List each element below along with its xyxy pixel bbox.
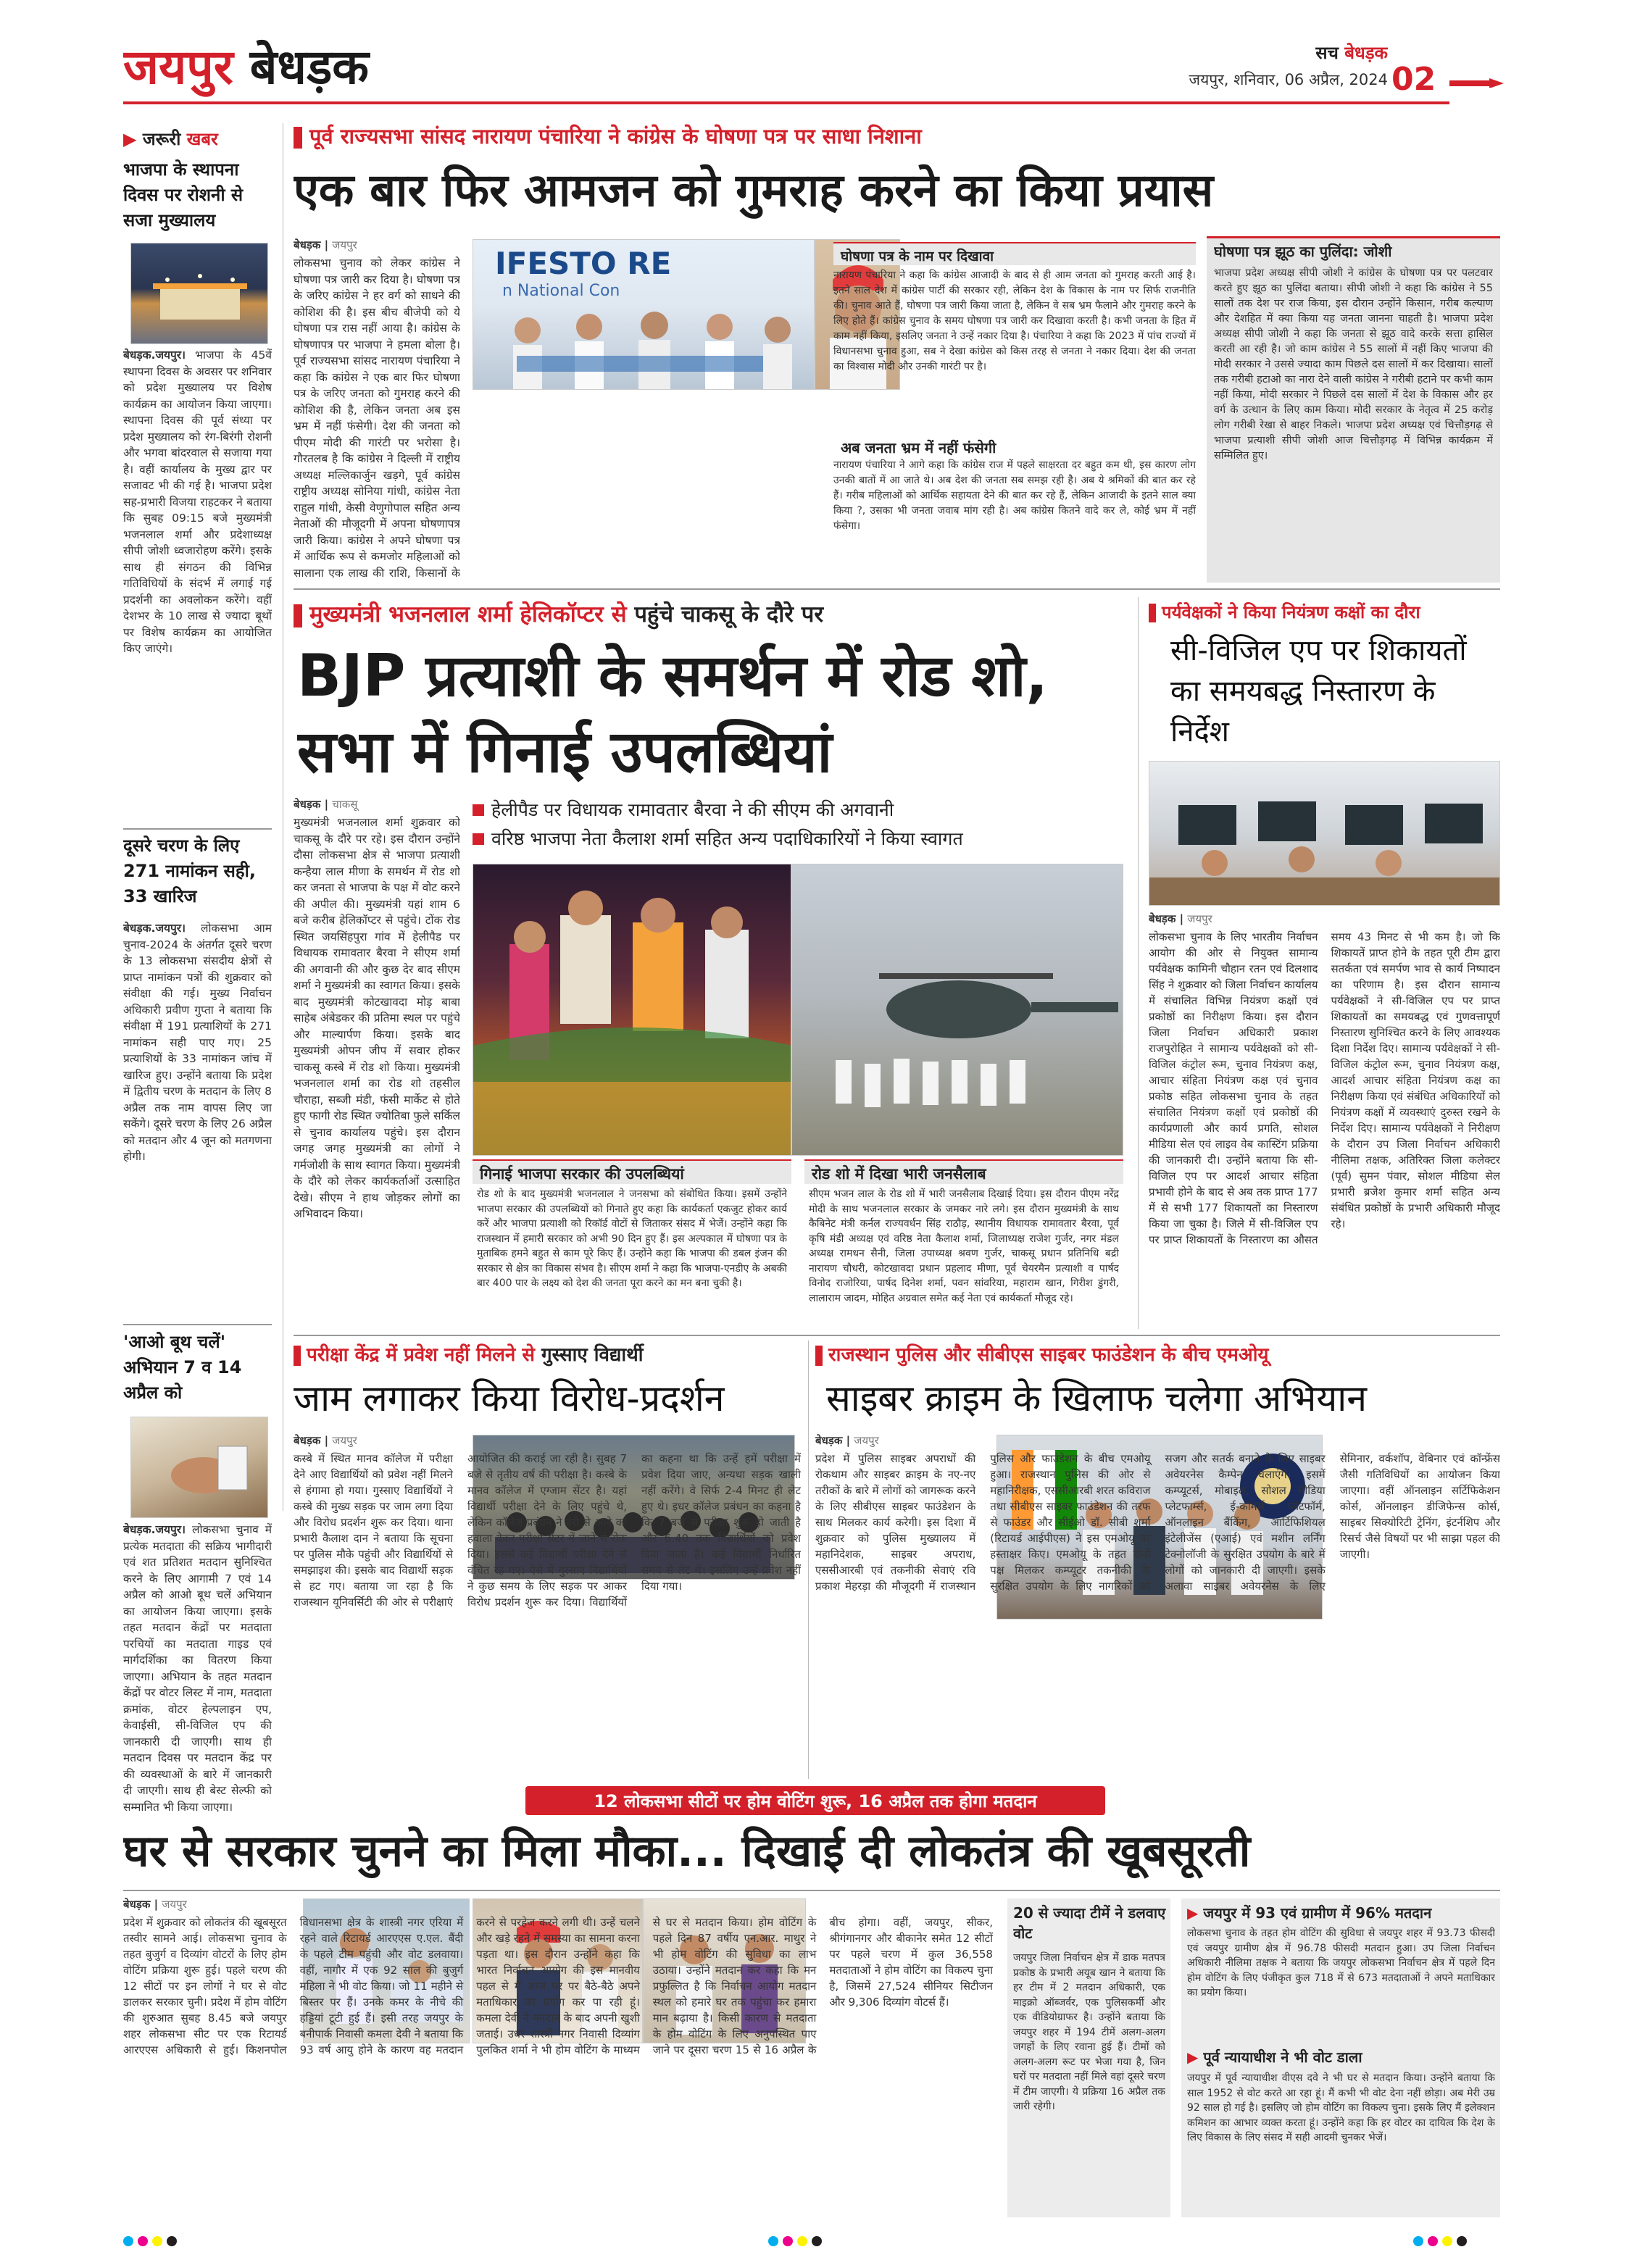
cm-kicker-black: पहुंचे चाकसू के दौरे पर <box>634 601 823 628</box>
sidebar-divider-2 <box>123 1324 272 1325</box>
manifesto-release-photo <box>473 239 815 390</box>
cm-box2-head: रोड शो में दिखा भारी जनसैलाब <box>804 1159 1123 1184</box>
cm-kicker <box>294 599 1127 632</box>
helicopter-photo <box>791 864 1123 1156</box>
cm-tag: बेधड़क | चाकसू <box>294 798 358 811</box>
sidebar-story2-body <box>123 920 272 1333</box>
reg-dot-cyan <box>768 2236 778 2246</box>
homevote-tag-brand: बेधड़क <box>123 1898 151 1911</box>
cvigil-tag-brand: बेधड़क <box>1149 912 1176 925</box>
control-room-photo <box>1149 761 1500 906</box>
cyber-tag-brand: बेधड़क <box>815 1434 843 1447</box>
reg-dot-magenta <box>783 2236 793 2246</box>
cm-bullet-1-text: हेलीपैड पर विधायक रामावतार बैरवा ने की सीएम की अगवानी <box>491 799 894 820</box>
registration-marks-center <box>768 2235 855 2250</box>
hq-lights-photo <box>130 243 268 344</box>
cm-box2-body: सीएम भजन लाल के रोड शो में भारी जनसैलाब दिखाई दिया। इस दौरान पीएम नरेंद्र मोदी के साथ भजनलाल सरकार के जमकर नारे लगे। इस दौरान मुख्यमंत्री के साथ कैबिनेट मंत्री कर्नल राज्यवर्धन सिंह राठौड़, स्थानीय विधायक रामावतार बैरवा, पूर्व कृषि मंडी अध्यक्ष एवं वरिष्ठ नेता कैलाश शर्मा, जिलाध्यक्ष राजेश गुर्जर, नगर मंडल अध्यक्ष रामधन सैनी, जिला उपाध्यक्ष श्रवण गुर्जर, चाकसू प्रधान प्रतिनिधि बद्री नारायण चौधरी, कोटखावदा प्रधान प्रहलाद मीणा, पूर्व चेयरमैन प्रत्याशी व पार्षद विनोद राजोरिया, पार्षद दिनेश शर्मा, पवन सांवरिया, महाराम खान, गिरीश डुंगरी, लालाराम जादम, मोहित अग्रवाल समेत कई नेता एवं कार्यकर्ता मौजूद रहे। <box>809 1188 1119 1304</box>
exam-kicker-red: परीक्षा केंद्र में प्रवेश नहीं मिलने से <box>307 1344 535 1366</box>
exam-kicker-black: गुस्साए विद्यार्थी <box>541 1344 644 1366</box>
lead-tag: बेधड़क | जयपुर <box>294 238 357 251</box>
homevote-box2-body2: जयपुर में पूर्व न्यायाधीश वीएस दवे ने भी घर से मतदान किया। उन्होंने बताया कि साल 1952 से वोट करते आ रहा हूं। मैं कभी भी वोट देना नहीं छोड़ा। अब मेरी उम्र 92 साल हो गई है। इसलिए जो होम वोटिंग का विकल्प चुना। इसके लिए मैं इलेक्शन कमिशन का आभार व्यक्त करता हूं। उन्होंने कहा कि हर वोटर का दायित्व कि देश के लिए विकास के लिए संसद में सही आदमी चुनकर भेजें। <box>1187 2072 1495 2143</box>
sidebar-label <box>123 127 272 153</box>
exam-tag-brand: बेधड़क <box>294 1434 321 1447</box>
section-rule-3 <box>123 1890 1500 1891</box>
cyber-kicker-arrow-icon <box>815 1346 823 1366</box>
reg-dot-magenta <box>138 2236 148 2246</box>
masthead-logo <box>123 35 442 100</box>
lead-box2-body: भाजपा प्रदेश अध्यक्ष सीपी जोशी ने कांग्रेस के घोषणा पत्र पर पलटवार करते हुए झूठ का पुलिंदा बताया। सीपी जोशी ने कहा कि कांग्रेस ने 55 सालों तक देश पर राज किया, इस दौरान उन्होंने किसान, गरीब कल्याण और देशहित में क्या किया यह जनता जानना चाहती है। भाजपा प्रदेश अध्यक्ष सीपी जोशी ने कहा कि जनता से झूठ वादे करके सत्ता हासिल करती आ रही है। जो काम कांग्रेस ने 55 सालों में नहीं किए भाजपा की मोदी सरकार ने उससे ज्यादा काम पिछले दस सालों में कर दिखाया। सालों तक गरीबी हटाओ का नारा देने वाली कांग्रेस ने गरीबी हटाने पर कभी काम नहीं किया, मोदी सरकार ने पिछले दस सालों में देश के विकास और हर वर्ग के उत्थान के लिए काम किया। मोदी सरकार के नेतृत्व में 25 करोड़ लोग गरीबी रेखा से बाहर निकले। भाजपा प्रदेश अध्यक्ष एवं चित्तौड़गढ़ से भाजपा प्रत्याशी सीपी जोशी आज चित्तौड़गढ़ में विभिन्न कार्यक्रम में सम्मिलित हुए। <box>1214 267 1493 462</box>
logo-part-jaipur: जयपुर <box>123 39 233 95</box>
homevote-box2 <box>1181 1898 1500 2217</box>
registration-marks-left <box>123 2235 210 2250</box>
reg-dot-black <box>812 2236 822 2246</box>
lead-box1-head: घोषणा पत्र के नाम पर दिखावा <box>833 242 1196 265</box>
sidebar-story2-text: लोकसभा आम चुनाव-2024 के अंतर्गत दूसरे चरण के 13 लोकसभा संसदीय क्षेत्रों से प्राप्त नामांकन पत्रों की शुक्रवार को संवीक्षा की गई। मुख्य निर्वाचन अधिकारी प्रवीण गुप्ता ने बताया कि संवीक्षा में 191 प्रत्याशियों के 271 नामांकन सही पाए गए। 25 प्रत्याशियों के 33 नामांकन जांच में खारिज हुए। उन्होंने बताया कि प्रदेश में द्वितीय चरण के मतदान के लिए 8 अप्रैल तक नाम वापस लिए जा सकेंगे। दूसरे चरण के लिए 26 अप्रैल को मतदान और 4 जून को मतगणना होगी। <box>123 922 272 1163</box>
page-number: 02 <box>1391 61 1436 98</box>
homevote-kicker-band <box>525 1786 1105 1815</box>
cm-kicker-arrow-icon <box>294 604 302 628</box>
reg-dot-cyan <box>1413 2236 1423 2246</box>
section-rule-2 <box>294 1335 1500 1336</box>
sidebar-story2-tag: बेधड़क.जयपुर। <box>123 922 186 935</box>
cvigil-body: लोकसभा चुनाव के लिए भारतीय निर्वाचन आयोग की ओर से नियुक्त सामान्य पर्यवेक्षक कामिनी चौहान रतन एवं दिलशाद सिंह ने शुक्रवार को जिला निर्वाचन कार्यालय में संचालित विभिन्न नियंत्रण कक्षों एवं प्रकोष्ठों का निरीक्षण किया। इस दौरान जिला निर्वाचन अधिकारी प्रकाश राजपुरोहित ने सामान्य पर्यवेक्षकों को सी-विजिल कंट्रोल रूम, चुनाव नियंत्रण कक्ष, आचार संहिता नियंत्रण कक्ष एवं चुनाव प्रकोष्ठ सहित लोकसभा चुनाव के तहत संचालित नियंत्रण कक्षों एवं प्रकोष्ठों की कार्यप्रणाली और कार्य प्रगति, सोशल मीडिया सेल एवं लाइव वेब कास्टिंग प्रक्रिया की जानकारी दी। उन्होंने बताया कि सी-विजिल एप पर आदर्श आचार संहिता प्रभावी होने के बाद से अब तक प्राप्त 177 में से सभी 177 शिकायतों का निस्तारण किया जा चुका है। जिले में सी-विजिल एप पर प्राप्त शिकायतों के निस्तारण का औसत समय 43 मिनट से भी कम है। जो कि शिकायतें प्राप्त होने के तहत पूरी टीम द्वारा सतर्कता एवं समर्पण भाव से कार्य निष्पादन का परिणाम है। इस दौरान सामान्य पर्यवेक्षकों ने सी-विजिल एप पर प्राप्त शिकायतों का समयबद्ध एवं गुणवत्तापूर्ण निस्तारण सुनिश्चित करने के लिए आवश्यक दिशा निर्देश दिए। सामान्य पर्यवेक्षकों ने सी-विजिल कंट्रोल रूम, चुनाव नियंत्रण कक्ष, आदर्श आचार संहिता नियंत्रण कक्ष का निरीक्षण किया एवं संबंधित अधिकारियों को नियंत्रण कक्षों में व्यवस्थाएं दुरुस्त रखने के निर्देश दिए। सामान्य पर्यवेक्षकों ने निरीक्षण के दौरान उप जिला निर्वाचन अधिकारी नीलिमा तक्षक, अतिरिक्त जिला कलेक्टर (पूर्व) सुमन पंवार, सोशल मीडिया सेल प्रभारी ब्रजेश कुमार शर्मा सहित अन्य संबंधित प्रकोष्ठों के प्रभारी अधिकारी मौजूद रहे। <box>1149 930 1500 1246</box>
dateline: जयपुर, शनिवार, 06 अप्रैल, 2024 <box>1189 71 1388 88</box>
section-rule-1 <box>294 588 1500 590</box>
sidebar-story1-tag: बेधड़क.जयपुर। <box>123 349 186 362</box>
homevote-box1-body: जयपुर जिला निर्वाचन क्षेत्र में डाक मतपत्र प्रकोष्ठ के प्रभारी अयूब खान ने बताया कि हर टीम में 2 मतदान अधिकारी, एक माइक्रो ऑब्जर्वर, एक पुलिसकर्मी और एक वीडियोग्राफर है। उन्होंने बताया कि जयपुर शहर में 194 टीमें अलग-अलग जगहों के लिए रवाना हुई हैं। टीमों को अलग-अलग रूट पर भेजा गया है, जिन घरों पर मतदाता नहीं मिले वहां दूसरे चरण में टीम जाएगी। ये प्रक्रिया 16 अप्रैल तक जारी रहेगी। <box>1013 1952 1165 2112</box>
lead-kicker <box>294 122 1214 155</box>
homevote-box2-arrow-icon: ▶ <box>1187 1904 1199 1922</box>
pen-nib-ornament <box>1449 78 1504 88</box>
cyber-tag-city: जयपुर <box>854 1434 879 1447</box>
masthead <box>0 0 1627 120</box>
tagline-brand: बेधड़क <box>1344 43 1388 63</box>
lead-box1-body2: नारायण पंचारिया ने आगे कहा कि कांग्रेस राज में पहले साक्षरता दर बहुत कम थी, इस कारण लोग उनकी बातों में आ जाते थे। अब देश की जनता सब समझ रही है। अब ये श्रमिकों की बात कर रहे हैं। गरीब महिलाओं को आर्थिक सहायता देने की बात कर रहे हैं, लेकिन आजादी के इतने साल क्या किया ?, उसका भी जनता जवाब मांग रही है। अब कांग्रेस कितने वादे कर ले, कोई भ्रम में नहीं फंसेगा। <box>833 459 1196 532</box>
cm-bullet-1 <box>473 797 1125 823</box>
cyber-kicker <box>815 1341 1500 1371</box>
tagline-prefix: सच <box>1315 43 1339 63</box>
registration-marks-right <box>1413 2235 1500 2250</box>
lead-box2 <box>1207 236 1500 583</box>
booth-campaign-photo <box>130 1417 268 1518</box>
cm-box2 <box>804 1159 1123 1326</box>
exam-tag-city: जयपुर <box>332 1434 357 1447</box>
homevote-tag: बेधड़क | जयपुर <box>123 1898 187 1911</box>
sidebar-divider-1 <box>123 828 272 830</box>
cyber-body: प्रदेश में पुलिस साइबर अपराधों की रोकथाम और साइबर क्राइम के नए-नए तरीकों के बारे में लोगों को जागरूक करने के लिए सीबीएस साइबर फाउंडेशन के साथ मिलकर कार्य करेगी। इस दिशा में शुक्रवार को पुलिस मुख्यालय में महानिदेशक, साइबर अपराध, एससीआरबी एवं तकनीकी सेवाएं रवि प्रकाश मेहरड़ा की मौजूदगी में राजस्थान पुलिस और फाउंडेशन के बीच एमओयू हुआ। राजस्थान पुलिस की ओर से महानिरीक्षक, एससीआरबी शरत कविराज तथा सीबीएस साइबर फाउंडेशन की तरफ से फाउंडर और सीईओ डॉ. सीबी शर्मा (रिटायर्ड आईपीएस) ने इस एमओयू पर हस्ताक्षर किए। एमओयू के तहत दोनों पक्ष मिलकर कम्प्यूटर तकनीकी के सुरक्षित उपयोग के लिए नागरिकों को सजग और सतर्क बनाने के लिए साइबर अवेयरनेस कैम्पेन चलाएंगे। इसमें कम्प्यूटर्स, मोबाइल, सोशल मीडिया प्लेटफार्म्स, ई-कॉमर्स प्लेटफॉर्म, ऑनलाइन बैंकिंग, आर्टिफिशियल इंटेलीजेंस (एआई) एवं मशीन लर्निंग टेक्नोलॉजी के सुरक्षित उपयोग के बारे में लोगों को जानकारी दी जाएगी। इसके अलावा साइबर अवेयरनेस के लिए सेमिनार, वर्कशॉप, वेबिनार एवं कॉन्फ्रेंस जैसी गतिविधियों का आयोजन किया जाएगा। वहीं ऑनलाइन सर्टिफिकेशन कोर्स, ऑनलाइन डीजिफेन्स कोर्स, साइबर सिक्योरिटी ट्रेनिंग, इंटर्नशिप और रिसर्च जैसे विषयों पर भी साझा पहल की जाएगी। <box>815 1452 1500 1593</box>
homevote-box2-sub-text: पूर्व न्यायाधीश ने भी वोट डाला <box>1203 2048 1362 2066</box>
cvigil-tag-city: जयपुर <box>1187 912 1212 925</box>
cm-kicker-red: मुख्यमंत्री भजनलाल शर्मा हेलिकॉप्टर से <box>309 601 627 628</box>
cvigil-headline: सी-विजिल एप पर शिकायतों का समयबद्ध निस्तारण के निर्देश <box>1170 634 1467 749</box>
sidebar-arrow-icon: ▶ <box>123 129 137 149</box>
cm-roadshow-photo <box>473 864 791 1156</box>
tagline <box>1207 41 1388 67</box>
exam-vertical-rule <box>808 1341 809 1779</box>
sidebar-story1-body <box>123 347 272 825</box>
cm-tag-city: चाकसू <box>332 798 358 811</box>
lead-box1-body: नारायण पंचारिया ने कहा कि कांग्रेस आजादी के बाद से ही आम जनता को गुमराह करती आई है। इतने साल देश में कांग्रेस पार्टी की सरकार रही, लेकिन देश के विकास के नाम पर सिर्फ राजनीति की। चुनाव आते हैं, घोषणा पत्र जारी किया जाता है, लेकिन वे सब भ्रम फैलाने और गुमराह करने के लिए होते हैं। कांग्रेस चुनाव के समय घोषणा पत्र जारी कर दिखावा करती है। कभी जनता के हित में काम नहीं किया, इसलिए जनता ने उन्हें नकार दिया है। पंचारिया ने कहा कि 2023 में पांच राज्यों में विधानसभा चुनाव हुआ, सब ने देखा कांग्रेस को किस तरह से जनता ने नकार दिया। देश की जनता का विश्वास मोदी और उनकी गारंटी पर है। <box>833 270 1196 372</box>
cyber-headline: साइबर क्राइम के खिलाफ चलेगा अभियान <box>826 1377 1367 1419</box>
sidebar-story3-tag: बेधड़क.जयपुर। <box>123 1523 186 1536</box>
exam-headline: जाम लगाकर किया विरोध-प्रदर्शन <box>294 1377 725 1419</box>
homevote-box2-sub-arrow-icon: ▶ <box>1187 2048 1199 2066</box>
sidebar-story2-headline: दूसरे चरण के लिए 271 नामांकन सही, 33 खारिज <box>123 835 256 906</box>
cm-bullet-2 <box>473 826 1125 852</box>
homevote-headline: घर से सरकार चुनने का मिला मौका... दिखाई दी लोकतंत्र की खूबसूरती <box>123 1826 1251 1877</box>
reg-dot-yellow <box>152 2236 162 2246</box>
exam-tag: बेधड़क | जयपुर <box>294 1434 357 1447</box>
lead-body <box>294 255 460 581</box>
cm-box1-head: गिनाई भाजपा सरकार की उपलब्धियां <box>473 1159 791 1184</box>
exam-kicker <box>294 1341 801 1371</box>
sidebar-label-2: खबर <box>186 129 218 149</box>
lead-body-text: लोकसभा चुनाव को लेकर कांग्रेस ने घोषणा पत्र जारी कर दिया है। घोषणा पत्र के जरिए कांग्रेस ने हर वर्ग को साधने की कोशिश की है। इस बीच बीजेपी को ये घोषणा पत्र रास नहीं आया है। कांग्रेस के घोषणापत्र पर भाजपा ने हमला बोला है। पूर्व राज्यसभा सांसद नारायण पंचारिया ने कहा कि कांग्रेस ने एक बार फिर घोषणा पत्र के जरिए जनता को गुमराह करने की कोशिश की है, लेकिन जनता अब इस भ्रम में नहीं फंसेगी। देश की जनता को पीएम मोदी की गारंटी पर भरोसा है। गौरतलब है कि कांग्रेस ने दिल्ली में राष्ट्रीय अध्यक्ष मल्लिकार्जुन खड़गे, पूर्व कांग्रेस राष्ट्रीय अध्यक्ष सोनिया गांधी, कांग्रेस नेता राहुल गांधी, केसी वेणुगोपाल सहित अन्य नेताओं की मौजूदगी में अपना घोषणापत्र जारी किया। कांग्रेस ने अपने घोषणा पत्र में आर्थिक रूप से कमजोर महिलाओं को सालाना एक लाख की राशि, किसानों के <box>294 257 460 580</box>
cm-tag-brand: बेधड़क <box>294 798 321 811</box>
homevote-box1 <box>1007 1898 1170 2217</box>
lead-tag-brand: बेधड़क <box>294 238 321 251</box>
cvigil-vertical-rule <box>1138 597 1139 1329</box>
cm-headline: BJP प्रत्याशी के समर्थन में रोड शो, सभा में गिनाई उपलब्धियां <box>297 642 1048 785</box>
sidebar-story3-headline: 'आओ बूथ चलें' अभियान 7 व 14 अप्रैल को <box>123 1332 242 1403</box>
sidebar-story3-body <box>123 1522 272 1949</box>
cm-body: मुख्यमंत्री भजनलाल शर्मा शुक्रवार को चाकसू के दौरे पर रहे। इस दौरान उन्होंने दौसा लोकसभा क्षेत्र से भाजपा प्रत्याशी कन्हैया लाल मीणा के समर्थन में रोड शो कर जनता से भाजपा के पक्ष में वोट करने की अपील की। मुख्यमंत्री यहां शाम 6 बजे करीब हेलिकॉप्टर से पहुंचे। टोंक रोड स्थित जयसिंहपुरा गांव में हेलीपैड पर विधायक रामावतार बैरवा ने सीएम शर्मा की अगवानी की और कुछ देर बाद सीएम शर्मा ने मुख्यमंत्री का स्वागत किया। इसके बाद मुख्यमंत्री कोटखावदा मोड़ बाबा साहेब अंबेडकर की प्रतिमा स्थल पर पहुंचे और माल्यार्पण किया। इसके बाद मुख्यमंत्री ओपन जीप में सवार होकर चाकसू कस्बे में रोड शो किया। मुख्यमंत्री भजनलाल शर्मा का रोड शो तहसील चौराहा, सब्जी मंडी, फंसी मार्केट से होते हुए फागी रोड स्थित ज्योतिबा फुले सर्किल से चुनाव कार्यालय पहुंचे। इस दौरान जगह जगह मुख्यमंत्री का लोगों ने गर्मजोशी के साथ स्वागत किया। मुख्यमंत्री के दौरे को लेकर कार्यकर्ताओं उत्साहित देखे। सीएम ने हाथ जोड़कर लोगों का अभिवादन किया। <box>294 816 460 1220</box>
cvigil-kicker-arrow-icon <box>1149 604 1156 622</box>
sidebar-story1-text: भाजपा के 45वें स्थापना दिवस के अवसर पर शनिवार को प्रदेश मुख्यालय पर विशेष कार्यक्रम का आयोजन किया जाएगा। स्थापना दिवस की पूर्व संध्या पर प्रदेश मुख्यालय को रंग-बिरंगी रोशनी और भगवा बांदरवाल से सजाया गया है। वहीं कार्यालय के मुख्य द्वार पर सजावट भी की गई है। भाजपा प्रदेश सह-प्रभारी विजया राहटकर ने बताया कि सुबह 09:15 बजे मुख्यमंत्री भजनलाल शर्मा और प्रदेशाध्यक्ष सीपी जोशी ध्वजारोहण करेंगे। इसके साथ ही संगठन की विभिन्न गतिविधियों के संदर्भ में लगाई गई प्रदर्शनी का अवलोकन करेंगे। वहीं देशभर के 10 लाख से ज्यादा बूथों पर विशेष कार्यक्रम का आयोजित किए जाएंगे। <box>123 349 272 655</box>
homevote-body: प्रदेश में शुक्रवार को लोकतंत्र की खूबसूरत तस्वीर सामने आई। लोकसभा चुनाव के तहत बुजुर्ग व दिव्यांग वोटरों के लिए होम वोटिंग प्रक्रिया शुरू हुई। पहले चरण की 12 सीटों पर इन लोगों ने घर से वोट डालकर सरकार चुनी। प्रदेश में होम वोटिंग की शुरुआत सुबह 8.45 बजे जयपुर शहर लोकसभा सीट पर एक रिटायर्ड आरएएस अधिकारी से हुई। किशनपोल विधानसभा क्षेत्र के शास्त्री नगर एरिया में रहने वाले रिटायर्ड आरएएस ए.एल. बैंदी के पहले टीम पहुंची और वोट डलवाया। वहीं, नागौर में एक 92 साल की बुजुर्ग महिला ने भी वोट किया। जो 11 महीने से बिस्तर पर हैं। उनके कमर के नीचे की हड्डियां टूटी हुई हैं। इसी तरह जयपुर के बनीपार्क निवासी कमला देवी ने बताया कि 93 वर्ष आयु होने के कारण वह मतदान करने से परहेज करने लगी थी। उन्हें चलने और खड़े रहने में समस्या का सामना करना पड़ता था। इस दौरान उन्होंने कहा कि भारत निर्वाचन आयोग की इस मानवीय पहल से मैं आज घर पर बैठे-बैठे अपने मताधिकार का प्रयोग कर पा रही हूं। कमला देवी ने मतदान के बाद अपनी खुशी जताई। उधर शास्त्री नगर निवासी दिव्यांग पुलकित शर्मा ने भी होम वोटिंग के माध्यम से घर से मतदान किया। होम वोटिंग के पहले दिन 87 वर्षीय एन.आर. माथुर ने भी होम वोटिंग की सुविधा का लाभ उठाया। उन्होंने मतदान कर कहा कि मन प्रफुल्लित है कि निर्वाचन आयोग मतदान स्थल को हमारे घर तक पहुंचा कर हमारा मान बढ़ाया है। किसी कारण से मतदाता के होम वोटिंग के लिए अनुपस्थित पाए जाने पर दूसरा चरण 15 से 16 अप्रैल के बीच होगा। वहीं, जयपुर, सीकर, श्रीगंगानगर और बीकानेर समेत 12 सीटों पर पहले चरण में कुल 36,558 मतदाताओं ने होम वोटिंग का विकल्प चुना है, जिसमें 27,524 सीनियर सिटीजन और 9,306 दिव्यांग वोटर्स हैं। <box>123 1916 993 2056</box>
homevote-box2-head-text: जयपुर में 93 एवं ग्रामीण में 96% मतदान <box>1203 1904 1432 1922</box>
lead-kicker-text: पूर्व राज्यसभा सांसद नारायण पंचारिया ने कांग्रेस के घोषणा पत्र पर साधा निशाना <box>309 124 922 149</box>
manifesto-banner-text2: n National Con <box>502 282 620 300</box>
reg-dot-magenta <box>1428 2236 1438 2246</box>
sidebar-story1-headline: भाजपा के स्थापना दिवस पर रोशनी से सजा मुख्यालय <box>123 159 244 230</box>
sidebar-story3-text: लोकसभा चुनाव में प्रत्येक मतदाता की सक्रिय भागीदारी एवं शत प्रतिशत मतदान सुनिश्चित करने के लिए आगामी 7 एवं 14 अप्रैल को आओ बूथ चलें अभियान का आयोजन किया जाएगा। इसके तहत मतदान केंद्रों पर मतदाता परचियों का मतदाता गाइड एवं मार्गदर्शिका का वितरण किया जाएगा। अभियान के तहत मतदान केंद्रों पर वोटर लिस्ट में नाम, मतदाता क्रमांक, वोटर हेल्पलाइन एप, केवाईसी, सी-विजिल एप की जानकारी दी जाएगी। साथ ही मतदान दिवस पर मतदान केंद्र पर की व्यवस्थाओं के बारे में जानकारी दी जाएगी। साथ ही बेस्ट सेल्फी को सम्मानित भी किया जाएगा। <box>123 1523 272 1814</box>
homevote-tag-city: जयपुर <box>162 1898 187 1911</box>
cm-box1-body: रोड शो के बाद मुख्यमंत्री भजनलाल ने जनसभा को संबोधित किया। इसमें उन्होंने भाजपा सरकार की उपलब्धियों को गिनाते हुए कहा कि कार्यकर्ता एकजुट होकर कार्य करें और भाजपा प्रत्याशी को रिकॉर्ड वोटों से जिताकर संसद में भेजें। उन्होंने कहा कि राजस्थान में हमारी सरकार को अभी 90 दिन हुए हैं। इस अल्पकाल में घोषणा पत्र के मुताबिक हमने बहुत से काम पूरे किए हैं। उन्होंने कहा कि भाजपा की डबल इंजन की सरकार से क्षेत्र का विकास संभव है। सीएम शर्मा ने कहा कि भाजपा-एनडीए के अबकी बार 400 पार के लक्ष्य को देश की जनता पूरा करने का मन बना चुकी है। <box>477 1188 787 1289</box>
cvigil-kicker <box>1149 600 1500 629</box>
homevote-box2-head <box>1187 1903 1495 1925</box>
lead-box2-head: घोषणा पत्र झूठ का पुलिंदा: जोशी <box>1214 243 1392 260</box>
reg-dot-cyan <box>123 2236 133 2246</box>
lead-box1-subhead: अब जनता भ्रम में नहीं फंसेगी <box>833 435 1196 458</box>
cm-bullet-2-text: वरिष्ठ भाजपा नेता कैलाश शर्मा सहित अन्य पदाधिकारियों ने किया स्वागत <box>491 828 963 849</box>
homevote-box2-body: लोकसभा चुनाव के तहत होम वोटिंग की सुविधा से जयपुर शहर में 93.73 फीसदी एवं जयपुर ग्रामीण क्षेत्र में 96.78 फीसदी मतदान हुआ। उप जिला निर्वाचन अधिकारी नीलिमा तक्षक ने बताया कि जयपुर लोकसभा निर्वाचन क्षेत्र में पहले दिन होम वोटिंग के लिए पंजीकृत कुल 718 में से 673 मतदाताओं ने अपने मताधिकार का प्रयोग किया। <box>1187 1927 1495 1998</box>
cyber-kicker-text: राजस्थान पुलिस और सीबीएस साइबर फाउंडेशन के बीच एमओयू <box>828 1344 1269 1366</box>
exam-body: कस्बे में स्थित मानव कॉलेज में परीक्षा देने आए विद्यार्थियों को प्रवेश नहीं मिलने से हंगामा हो गया। गुस्साए विद्यार्थियों ने कस्बे की मुख्य सड़क पर जाम लगा दिया और विरोध प्रदर्शन शुरू कर दिया। थाना प्रभारी कैलाश दान ने बताया कि सूचना पर पुलिस मौके पहुंची और विद्यार्थियों से समझाइश की। इसके बाद विद्यार्थी सड़क से हट गए। बताया जा रहा है कि राजस्थान यूनिवर्सिटी की ओर से परीक्षाएं आयोजित की कराई जा रही है। सुबह 7 बजे से तृतीय वर्ष की परीक्षा है। कस्बे के मानव कॉलेज में एग्जाम सेंटर है। यहां विद्यार्थी परीक्षा देने के लिए पहुंचे थे, लेकिन कॉलेज प्रबंधन ने देरी से आने का हवाला देकर परीक्षा सेंटर में जाने से रोक दिया। इससे कई विद्यार्थी परीक्षा देने से वंचित रह गए। ऐसे में गुस्साए विद्यार्थियों ने कुछ समय के लिए सड़क पर आकर विरोध प्रदर्शन शुरू कर दिया। विद्यार्थियों का कहना था कि उन्हें हमें परीक्षा में प्रवेश दिया जाए, अन्यथा सड़क खाली नहीं करेंगे। वे सिर्फ 2-4 मिनट ही लेट हुए थे। इधर कॉलेज प्रबंधन का कहना है कि 7 बजे से परीक्षा शुरू हो जाती है और 6.40 तक विद्यार्थियों को प्रवेश दिया जाता है। कई विद्यार्थी निर्धारित समय से लेट थे। इसलिए उन्हें प्रवेश नहीं दिया गया। <box>294 1452 801 1609</box>
cyber-tag: बेधड़क | जयपुर <box>815 1434 879 1447</box>
reg-dot-black <box>1457 2236 1467 2246</box>
homevote-box2-subhead <box>1187 2047 1495 2069</box>
reg-dot-black <box>167 2236 177 2246</box>
cm-box1 <box>473 1159 791 1326</box>
reg-dot-yellow <box>797 2236 807 2246</box>
bullet-square-icon <box>473 833 484 845</box>
lead-headline: एक बार फिर आमजन को गुमराह करने का किया प्रयास <box>294 164 1214 217</box>
masthead-rule <box>123 101 1449 104</box>
exam-kicker-arrow-icon <box>294 1346 301 1366</box>
cvigil-tag: बेधड़क | जयपुर <box>1149 912 1212 925</box>
homevote-kicker: 12 लोकसभा सीटों पर होम वोटिंग शुरू, 16 अप्रैल तक होगा मतदान <box>594 1791 1037 1812</box>
lead-kicker-arrow-icon <box>294 127 302 149</box>
reg-dot-yellow <box>1442 2236 1452 2246</box>
sidebar-label-1: जरूरी <box>142 129 181 149</box>
cvigil-kicker-text: पर्यवेक्षकों ने किया नियंत्रण कक्षों का दौरा <box>1162 602 1420 622</box>
logo-part-bedhadak: बेधड़क <box>249 39 369 95</box>
manifesto-banner-text: IFESTO RE <box>495 246 672 281</box>
homevote-box1-head: 20 से ज्यादा टीमें ने डलवाए वोट <box>1013 1904 1166 1942</box>
bullet-square-icon <box>473 804 484 816</box>
lead-tag-city: जयपुर <box>332 238 357 251</box>
